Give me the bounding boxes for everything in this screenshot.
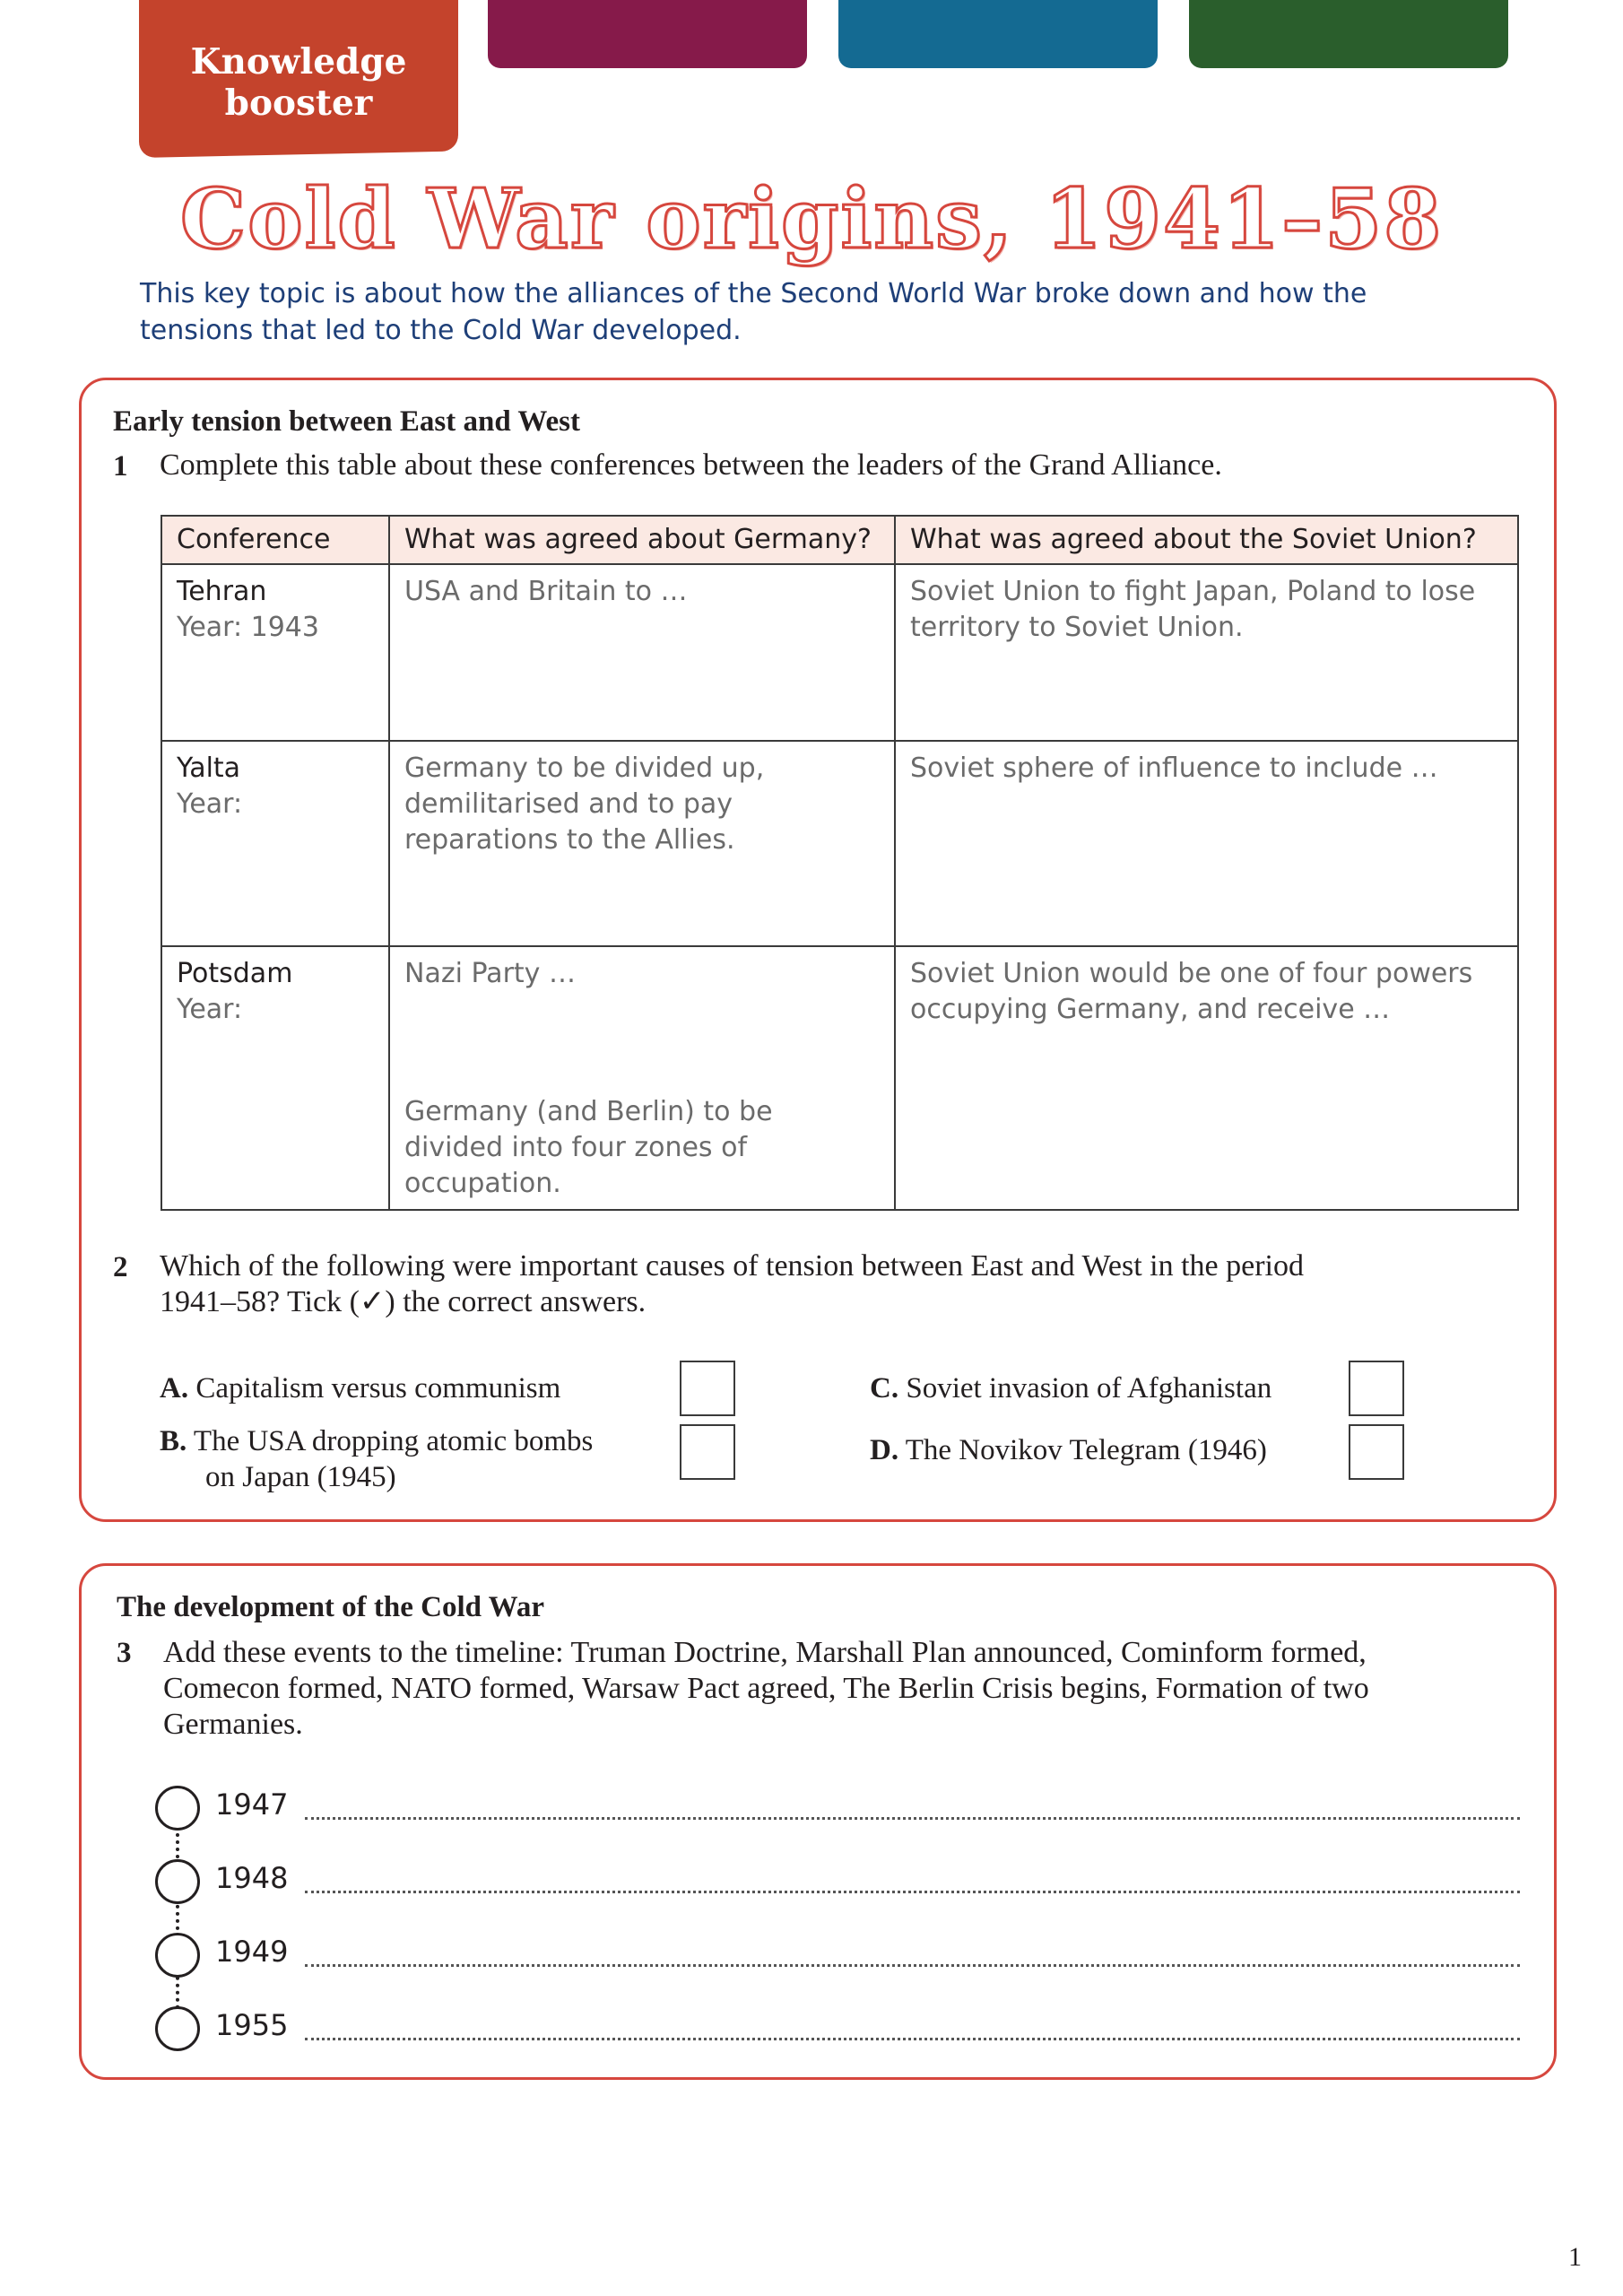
germany-cell[interactable]: Germany to be divided up, demilitarised and to pay reparations to the Allies. — [389, 741, 895, 946]
tickbox-b[interactable] — [680, 1424, 735, 1480]
green-tab — [1189, 0, 1508, 68]
soviet-cell[interactable]: Soviet Union would be one of four powers occupying Germany, and receive … — [895, 946, 1518, 1210]
question-number-1: 1 — [113, 450, 128, 483]
question-number-3: 3 — [117, 1637, 132, 1669]
timeline-marker — [155, 2006, 200, 2051]
page-number: 1 — [1568, 2242, 1582, 2272]
timeline-year: 1949 — [215, 1935, 289, 1969]
timeline-year: 1955 — [215, 2008, 289, 2042]
timeline-marker — [155, 1933, 200, 1978]
question-number-2: 2 — [113, 1251, 128, 1283]
conference-cell[interactable] — [161, 741, 389, 946]
germany-note: Germany (and Berlin) to be divided into four zones of occupation. — [404, 1096, 773, 1199]
conference-cell[interactable] — [161, 946, 389, 1210]
question-3-text: Add these events to the timeline: Truman Doctrine, Marshall Plan announced, Cominform formed, Comecon formed, NATO formed, Warsaw Pact agreed, The Berlin Crisis begins, Formation of two Germanies. — [163, 1636, 1369, 1741]
knowledge-booster-label: Knowledge booster — [190, 41, 407, 124]
germany-cell[interactable]: Nazi Party … Germany (and Berlin) to be divided into four zones of occupation. — [389, 946, 895, 1210]
question-2-text: Which of the following were important causes of tension between East and West in the period 1941–58? Tick (✓) the correct answers. — [160, 1249, 1304, 1318]
option-d: D. The Novikov Telegram (1946) — [870, 1434, 1267, 1466]
table-row — [161, 564, 1518, 741]
section-title-early-tension: Early tension between East and West — [113, 405, 581, 438]
table-row — [161, 741, 1518, 946]
question-1-text: Complete this table about these conferences between the leaders of the Grand Alliance. — [160, 448, 1222, 482]
magenta-tab — [488, 0, 807, 68]
germany-cell[interactable]: USA and Britain to … — [389, 564, 895, 741]
conference-name: Potsdam — [177, 958, 293, 989]
conference-name: Yalta — [177, 752, 241, 784]
timeline-marker — [155, 1859, 200, 1904]
timeline-connector — [176, 1826, 179, 2031]
answer-line-1955[interactable] — [305, 2038, 1520, 2040]
blue-tab — [838, 0, 1158, 68]
soviet-cell[interactable]: Soviet sphere of influence to include … — [895, 741, 1518, 946]
tickbox-a[interactable] — [680, 1361, 735, 1416]
tickbox-c[interactable] — [1349, 1361, 1404, 1416]
answer-line-1949[interactable] — [305, 1964, 1520, 1967]
soviet-cell[interactable]: Soviet Union to fight Japan, Poland to lose territory to Soviet Union. — [895, 564, 1518, 741]
answer-line-1948[interactable] — [305, 1891, 1520, 1893]
conference-year: Year: — [177, 788, 243, 820]
conference-year: Year: — [177, 994, 243, 1025]
option-b: B. The USA dropping atomic bombs on Japan (1945) — [160, 1425, 594, 1493]
timeline-year: 1948 — [215, 1861, 289, 1895]
timeline-year: 1947 — [215, 1787, 289, 1822]
conference-cell[interactable] — [161, 564, 389, 741]
option-c: C. Soviet invasion of Afghanistan — [870, 1372, 1272, 1405]
answer-line-1947[interactable] — [305, 1817, 1520, 1820]
intro-text: This key topic is about how the alliances of the Second World War broke down and how the tensions that led to the Cold War developed. — [140, 278, 1367, 346]
conference-name: Tehran — [177, 576, 267, 607]
col-header-soviet: What was agreed about the Soviet Union? — [895, 516, 1518, 564]
col-header-germany: What was agreed about Germany? — [389, 516, 895, 564]
col-header-conference: Conference — [161, 516, 389, 564]
conference-year: Year: 1943 — [177, 612, 319, 643]
page-title: Cold War origins, 1941–58 — [179, 170, 1444, 267]
timeline-marker — [155, 1786, 200, 1831]
section-title-development: The development of the Cold War — [117, 1591, 544, 1623]
conference-table — [161, 515, 1519, 1211]
tickbox-d[interactable] — [1349, 1424, 1404, 1480]
option-a: A. Capitalism versus communism — [160, 1372, 561, 1405]
table-row — [161, 946, 1518, 1210]
